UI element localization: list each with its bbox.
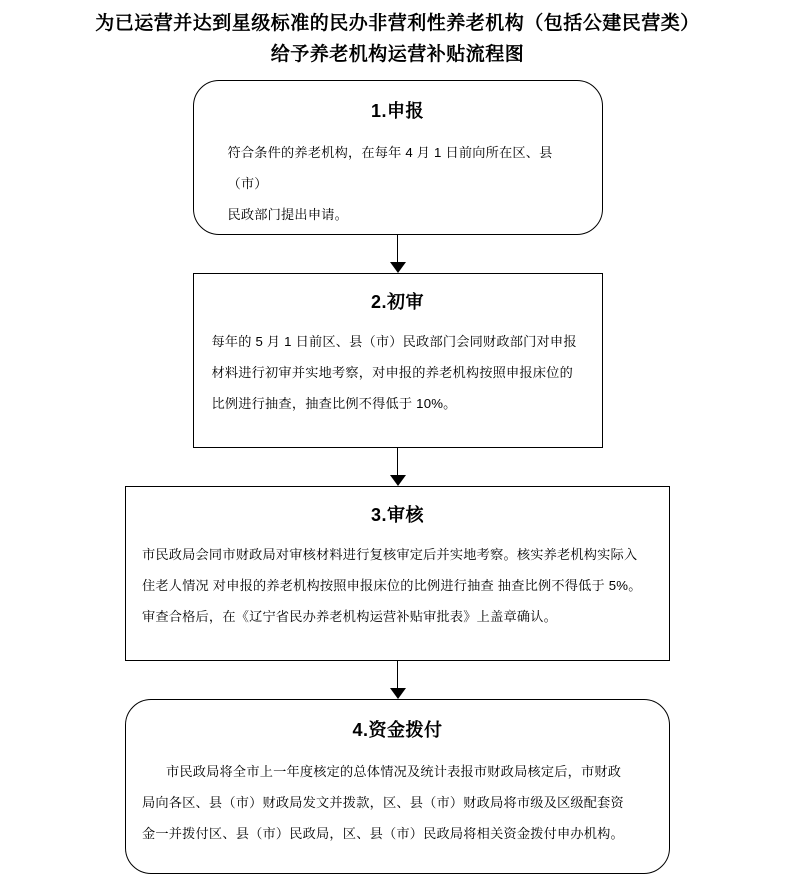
flow-node-step-4: [125, 699, 670, 874]
flow-arrow-2-to-3-head: [390, 475, 406, 486]
flow-node-step-2: [193, 273, 603, 448]
flow-node-step-3: [125, 486, 670, 661]
flow-node-step-4-line-1: 市民政局将全市上一年度核定的总体情况及统计表报市财政局核定后，市财政: [166, 764, 622, 779]
flow-node-step-2-heading: 2.初审: [370, 292, 424, 312]
flow-node-step-1-line-1: 符合条件的养老机构，在每年 4 月 1 日前向所在区、县（市）: [227, 145, 553, 191]
flow-node-step-2-body: [212, 326, 584, 419]
flow-node-step-4-line-3: 金一并拨付区、县（市）民政局，区、县（市）民政局将相关资金拨付申办机构。: [142, 826, 624, 841]
flow-node-step-1-heading: 1.申报: [370, 101, 424, 121]
flow-node-step-3-heading: 3.审核: [370, 505, 424, 525]
flow-node-step-4-body: [142, 756, 653, 849]
flow-node-step-2-line-1: 每年的 5 月 1 日前区、县（市）民政部门会同财政部门对申报: [211, 334, 577, 349]
flow-container: [0, 80, 795, 874]
flow-node-step-3-line-2: 住老人情况 对申报的养老机构按照申报床位的比例进行抽查 抽查比例不得低于 5%。: [142, 578, 642, 593]
flow-arrow-1-to-2: [383, 235, 413, 273]
page-title-line-2: 给予养老机构运营补贴流程图: [270, 44, 525, 65]
flow-node-step-1-body: [216, 137, 580, 230]
flow-arrow-3-to-4-stem: [397, 661, 399, 688]
flow-node-step-4-line-2: 局向各区、县（市）财政局发文并拨款，区、县（市）财政局将市级及区级配套资: [142, 795, 624, 810]
flow-node-step-2-line-3: 比例进行抽查，抽查比例不得低于 10%。: [211, 396, 457, 411]
flow-node-step-2-line-2: 材料进行初审并实地考察，对申报的养老机构按照申报床位的: [211, 365, 573, 380]
page-title: [0, 0, 795, 70]
flow-arrow-2-to-3-stem: [397, 448, 399, 475]
flow-arrow-2-to-3: [383, 448, 413, 486]
flow-arrow-3-to-4-head: [390, 688, 406, 699]
flow-node-step-3-line-3: 审查合格后，在《辽宁省民办养老机构运营补贴审批表》上盖章确认。: [142, 609, 558, 624]
page-title-line-1: 为已运营并达到星级标准的民办非营利性养老机构（包括公建民营类）: [95, 13, 700, 34]
flow-node-step-3-body: [142, 539, 653, 632]
flow-node-step-1: [193, 80, 603, 235]
flow-arrow-1-to-2-head: [390, 262, 406, 273]
flow-node-step-4-heading: 4.资金拨付: [352, 720, 443, 740]
flow-node-step-3-line-1: 市民政局会同市财政局对审核材料进行复核审定后并实地考察。核实养老机构实际入: [142, 547, 638, 562]
flow-arrow-1-to-2-stem: [397, 235, 399, 262]
flow-arrow-3-to-4: [383, 661, 413, 699]
flow-node-step-1-line-2: 民政部门提出申请。: [227, 207, 348, 222]
